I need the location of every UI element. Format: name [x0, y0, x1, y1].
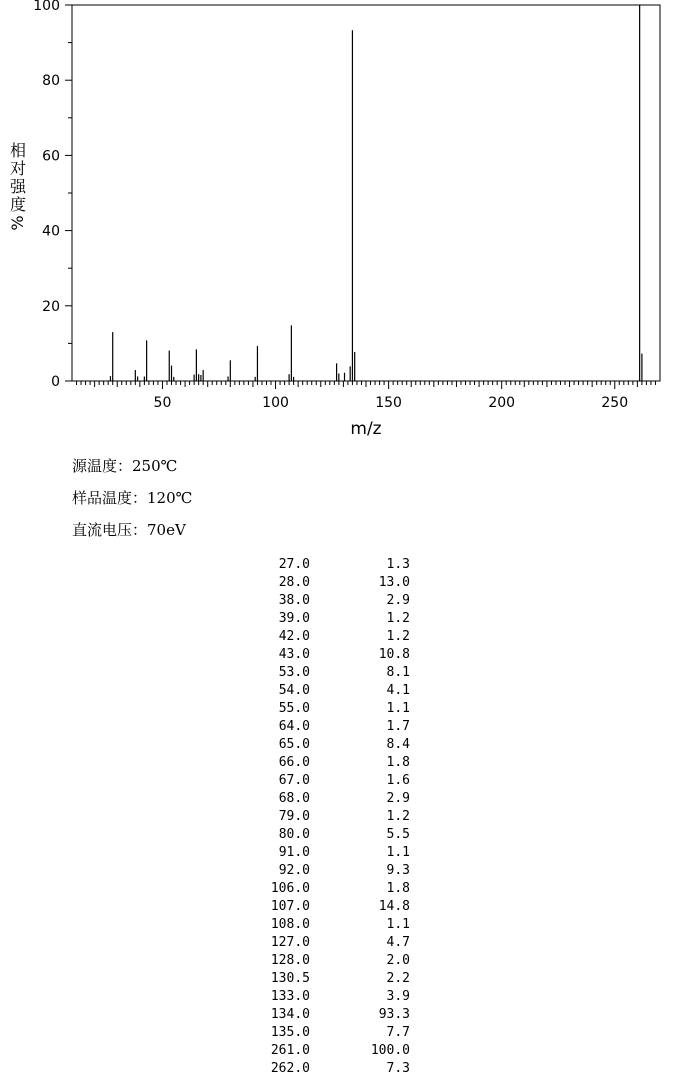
peak-intensity: 1.2 — [386, 809, 410, 824]
peak-row — [0, 628, 680, 646]
peak-row — [0, 970, 680, 988]
peak-mz: 66.0 — [278, 755, 310, 770]
peak-mz: 134.0 — [270, 1007, 310, 1022]
peak-mz: 108.0 — [270, 917, 310, 932]
peak-row — [0, 916, 680, 934]
y-axis-label-char: % — [8, 215, 27, 231]
peak-mz: 28.0 — [278, 575, 310, 590]
peak-row — [0, 736, 680, 754]
peak-row — [0, 952, 680, 970]
dc-voltage: 直流电压：70eV — [72, 521, 186, 539]
peak-row — [0, 808, 680, 826]
peak-intensity: 10.8 — [378, 647, 410, 662]
peak-mz: 43.0 — [278, 647, 310, 662]
peak-intensity: 1.2 — [386, 611, 410, 626]
peak-intensity: 4.7 — [386, 935, 410, 950]
peak-row — [0, 898, 680, 916]
x-tick-label: 150 — [375, 395, 402, 411]
peak-row — [0, 1024, 680, 1042]
peak-mz: 79.0 — [278, 809, 310, 824]
y-tick-label: 20 — [42, 298, 60, 315]
peak-row — [0, 772, 680, 790]
peak-mz: 39.0 — [278, 611, 310, 626]
peak-row — [0, 682, 680, 700]
peak-row — [0, 880, 680, 898]
peak-intensity: 1.1 — [386, 701, 410, 716]
peak-bars — [110, 5, 641, 381]
peak-intensity: 93.3 — [378, 1007, 410, 1022]
peak-intensity: 14.8 — [378, 899, 410, 914]
peak-row — [0, 934, 680, 952]
peak-mz: 53.0 — [278, 665, 310, 680]
peak-mz: 68.0 — [278, 791, 310, 806]
peak-mz: 42.0 — [278, 629, 310, 644]
y-tick-label: 0 — [51, 374, 60, 390]
peak-intensity: 4.1 — [386, 683, 410, 698]
peak-intensity: 1.2 — [386, 629, 410, 644]
peak-intensity: 8.1 — [386, 665, 410, 680]
peak-mz: 67.0 — [278, 773, 310, 788]
peak-row — [0, 718, 680, 736]
peak-intensity: 13.0 — [378, 575, 410, 590]
peak-row — [0, 1042, 680, 1060]
peak-mz: 261.0 — [270, 1043, 310, 1058]
peak-mz: 128.0 — [270, 953, 310, 968]
y-axis-label-char: 强 — [9, 177, 27, 196]
peak-intensity: 1.8 — [386, 881, 410, 896]
peak-intensity: 8.4 — [386, 737, 410, 752]
peak-intensity: 1.3 — [386, 557, 410, 572]
peak-intensity: 7.3 — [386, 1061, 410, 1076]
peak-row — [0, 844, 680, 862]
peak-row — [0, 862, 680, 880]
peak-row — [0, 754, 680, 772]
peak-mz: 64.0 — [278, 719, 310, 734]
peak-intensity: 1.1 — [386, 917, 410, 932]
sample-temperature: 样品温度：120℃ — [72, 489, 193, 507]
peak-row — [0, 664, 680, 682]
peak-intensity: 2.9 — [386, 791, 410, 806]
peak-intensity: 1.6 — [386, 773, 410, 788]
x-axis-label: m/z — [350, 419, 382, 439]
peak-mz: 65.0 — [278, 737, 310, 752]
peak-row — [0, 1060, 680, 1078]
peak-mz: 127.0 — [270, 935, 310, 950]
y-axis-label-char: 对 — [9, 159, 27, 178]
y-tick-label: 100 — [33, 0, 60, 14]
peak-mz: 133.0 — [270, 989, 310, 1004]
peak-mz: 38.0 — [278, 593, 310, 608]
peak-intensity: 100.0 — [370, 1043, 410, 1058]
peak-row — [0, 556, 680, 574]
peak-mz: 262.0 — [270, 1061, 310, 1076]
y-tick-label: 60 — [42, 148, 60, 165]
x-tick-label: 200 — [488, 395, 516, 411]
y-tick-label: 40 — [42, 223, 60, 240]
x-tick-label: 50 — [153, 395, 172, 411]
mass-spectrum-chart — [0, 0, 680, 445]
peak-row — [0, 646, 680, 664]
peak-mz: 107.0 — [270, 899, 310, 914]
peak-intensity: 1.8 — [386, 755, 410, 770]
peak-intensity: 2.0 — [386, 953, 410, 968]
peak-intensity: 3.9 — [386, 989, 410, 1004]
peak-row — [0, 790, 680, 808]
peak-row — [0, 574, 680, 592]
peak-intensity: 9.3 — [386, 863, 410, 878]
x-tick-label: 250 — [601, 395, 629, 411]
peak-intensity: 7.7 — [386, 1025, 410, 1040]
peak-table — [0, 556, 680, 1078]
y-axis — [33, 0, 72, 390]
peak-mz: 92.0 — [278, 863, 310, 878]
peak-intensity: 1.1 — [386, 845, 410, 860]
peak-row — [0, 610, 680, 628]
peak-mz: 55.0 — [278, 701, 310, 716]
y-axis-label-char: 度 — [9, 195, 27, 214]
peak-row — [0, 592, 680, 610]
peak-mz: 91.0 — [278, 845, 310, 860]
peak-intensity: 2.9 — [386, 593, 410, 608]
peak-mz: 54.0 — [278, 683, 310, 698]
peak-mz: 80.0 — [278, 827, 310, 842]
peak-row — [0, 1006, 680, 1024]
peak-row — [0, 826, 680, 844]
peak-intensity: 1.7 — [386, 719, 410, 734]
peak-mz: 27.0 — [278, 557, 310, 572]
peak-row — [0, 988, 680, 1006]
y-axis-label — [8, 141, 27, 231]
x-tick-label: 100 — [262, 395, 289, 411]
peak-intensity: 5.5 — [386, 827, 410, 842]
peak-mz: 135.0 — [270, 1025, 310, 1040]
y-tick-label: 80 — [42, 73, 60, 90]
source-temperature: 源温度：250℃ — [72, 457, 178, 475]
x-axis — [77, 381, 656, 411]
y-axis-label-char: 相 — [9, 141, 27, 160]
peak-mz: 130.5 — [270, 971, 310, 986]
peak-row — [0, 700, 680, 718]
plot-frame — [72, 5, 660, 381]
peak-mz: 106.0 — [270, 881, 310, 896]
peak-intensity: 2.2 — [386, 971, 410, 986]
